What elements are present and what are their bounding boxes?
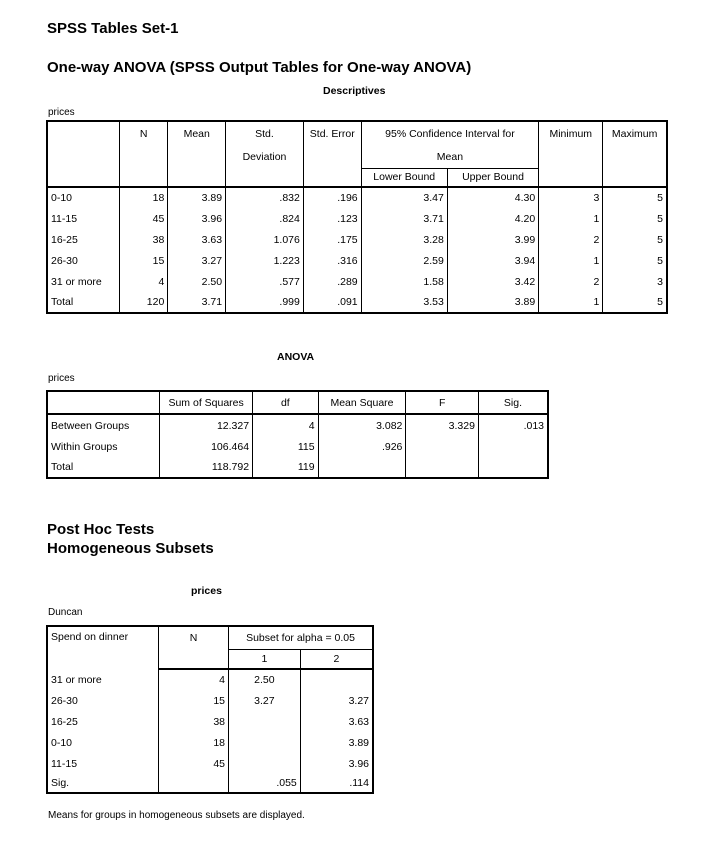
cell-lower: 3.47	[361, 187, 447, 208]
cell-min: 1	[539, 250, 603, 271]
cell-n: 4	[158, 669, 228, 690]
posthoc-heading: Post Hoc Tests	[47, 521, 155, 538]
table-row	[47, 187, 667, 208]
cell-min: 3	[539, 187, 603, 208]
cell-upper: 3.94	[447, 250, 538, 271]
cell-min: 1	[539, 292, 603, 313]
row-label: 16-25	[47, 711, 158, 732]
row-label: 11-15	[47, 753, 158, 774]
cell-subset-2: 3.27	[300, 690, 373, 711]
descriptives-variable-label: prices	[48, 107, 75, 118]
cell-min: 2	[539, 271, 603, 292]
cell-se: .091	[303, 292, 361, 313]
header-maximum: Maximum	[603, 121, 667, 146]
cell-lower: 3.53	[361, 292, 447, 313]
cell-min: 1	[539, 208, 603, 229]
cell-ss: 12.327	[160, 414, 253, 436]
table-row	[47, 229, 667, 250]
row-label: 11-15	[47, 208, 120, 229]
cell-n: 38	[158, 711, 228, 732]
cell-n: 15	[120, 250, 168, 271]
cell-sd: .999	[226, 292, 304, 313]
header-mean: Mean	[168, 121, 226, 146]
descriptives-caption: Descriptives	[323, 85, 386, 97]
header-sig: Sig.	[478, 391, 548, 414]
anova-table	[46, 390, 549, 479]
header-upper-bound: Upper Bound	[447, 168, 538, 187]
cell-sd: .824	[226, 208, 304, 229]
row-label: 26-30	[47, 250, 120, 271]
cell-se: .123	[303, 208, 361, 229]
header-n: N	[120, 121, 168, 146]
table-row	[47, 669, 373, 690]
cell-sd: 1.076	[226, 229, 304, 250]
cell-se: .316	[303, 250, 361, 271]
table-row-total	[47, 292, 667, 313]
page-title: SPSS Tables Set-1	[47, 20, 179, 37]
cell-subset-1: .055	[229, 774, 301, 793]
table-row	[47, 250, 667, 271]
row-label: Total	[47, 292, 120, 313]
row-label: 31 or more	[47, 271, 120, 292]
cell-lower: 3.28	[361, 229, 447, 250]
cell-subset-1: 2.50	[229, 669, 301, 690]
header-ci-2: Mean	[361, 146, 539, 168]
header-ci-1: 95% Confidence Interval for	[361, 121, 539, 146]
cell-lower: 3.71	[361, 208, 447, 229]
cell-max: 3	[603, 271, 667, 292]
table-row	[47, 711, 373, 732]
header-subset: Subset for alpha = 0.05	[229, 626, 373, 649]
cell-subset-1	[229, 753, 301, 774]
table-row	[47, 271, 667, 292]
cell-ss: 118.792	[160, 457, 253, 478]
homogeneous-subsets-heading: Homogeneous Subsets	[47, 540, 214, 557]
cell-max: 5	[603, 250, 667, 271]
cell-subset-2: 3.96	[300, 753, 373, 774]
cell-min: 2	[539, 229, 603, 250]
cell-se: .196	[303, 187, 361, 208]
cell-n: 18	[120, 187, 168, 208]
cell-upper: 3.89	[447, 292, 538, 313]
page-subtitle: One-way ANOVA (SPSS Output Tables for One-way ANOVA)	[47, 59, 472, 76]
anova-caption: ANOVA	[277, 351, 315, 363]
cell-upper: 3.42	[447, 271, 538, 292]
cell-max: 5	[603, 292, 667, 313]
cell-subset-2: .114	[300, 774, 373, 793]
header-subset-1: 1	[229, 649, 301, 669]
cell-max: 5	[603, 187, 667, 208]
cell-ss: 106.464	[160, 436, 253, 457]
cell-n: 15	[158, 690, 228, 711]
header-sum-of-squares: Sum of Squares	[160, 391, 253, 414]
cell-n: 45	[158, 753, 228, 774]
anova-variable-label: prices	[48, 373, 75, 384]
cell-mean: 3.27	[168, 250, 226, 271]
header-std-dev-2: Deviation	[226, 146, 304, 168]
table-row	[47, 414, 548, 436]
header-mean-square: Mean Square	[318, 391, 406, 414]
row-label: 31 or more	[47, 669, 158, 690]
cell-sd: 1.223	[226, 250, 304, 271]
row-label: Total	[47, 457, 160, 478]
cell-f	[406, 457, 479, 478]
cell-ms	[318, 457, 406, 478]
table-row	[47, 690, 373, 711]
table-row	[47, 436, 548, 457]
cell-lower: 1.58	[361, 271, 447, 292]
cell-mean: 3.63	[168, 229, 226, 250]
cell-max: 5	[603, 208, 667, 229]
table-row-sig	[47, 774, 373, 793]
cell-mean: 2.50	[168, 271, 226, 292]
cell-subset-1: 3.27	[229, 690, 301, 711]
cell-n: 45	[120, 208, 168, 229]
cell-f	[406, 436, 479, 457]
row-label: Between Groups	[47, 414, 160, 436]
cell-ms: 3.082	[318, 414, 406, 436]
duncan-table	[46, 625, 374, 794]
cell-sd: .832	[226, 187, 304, 208]
table-row-total	[47, 457, 548, 478]
descriptives-table	[46, 120, 668, 314]
cell-upper: 3.99	[447, 229, 538, 250]
cell-n: 4	[120, 271, 168, 292]
cell-n: 18	[158, 732, 228, 753]
header-f: F	[406, 391, 479, 414]
cell-n: 120	[120, 292, 168, 313]
row-label: Within Groups	[47, 436, 160, 457]
header-minimum: Minimum	[539, 121, 603, 146]
header-n: N	[158, 626, 228, 649]
table-row	[47, 732, 373, 753]
header-std-error: Std. Error	[303, 121, 361, 146]
cell-upper: 4.20	[447, 208, 538, 229]
row-label: 16-25	[47, 229, 120, 250]
posthoc-footnote: Means for groups in homogeneous subsets are displayed.	[48, 810, 305, 821]
cell-n: 38	[120, 229, 168, 250]
cell-mean: 3.89	[168, 187, 226, 208]
cell-sig	[478, 436, 548, 457]
cell-sd: .577	[226, 271, 304, 292]
cell-upper: 4.30	[447, 187, 538, 208]
row-label: 0-10	[47, 732, 158, 753]
cell-se: .289	[303, 271, 361, 292]
cell-sig: .013	[478, 414, 548, 436]
cell-subset-1	[229, 732, 301, 753]
cell-n	[158, 774, 228, 793]
cell-subset-2: 3.63	[300, 711, 373, 732]
cell-subset-1	[229, 711, 301, 732]
row-label: 26-30	[47, 690, 158, 711]
header-subset-2: 2	[300, 649, 373, 669]
table-row	[47, 753, 373, 774]
row-label: 0-10	[47, 187, 120, 208]
cell-subset-2: 3.89	[300, 732, 373, 753]
cell-lower: 2.59	[361, 250, 447, 271]
header-spend-on-dinner: Spend on dinner	[47, 626, 158, 669]
cell-df: 115	[253, 436, 319, 457]
cell-subset-2	[300, 669, 373, 690]
cell-sig	[478, 457, 548, 478]
table-row	[47, 208, 667, 229]
posthoc-caption: prices	[191, 585, 222, 597]
posthoc-method-label: Duncan	[48, 607, 83, 618]
header-lower-bound: Lower Bound	[361, 168, 447, 187]
cell-ms: .926	[318, 436, 406, 457]
cell-max: 5	[603, 229, 667, 250]
row-label: Sig.	[47, 774, 158, 793]
cell-mean: 3.71	[168, 292, 226, 313]
cell-f: 3.329	[406, 414, 479, 436]
cell-se: .175	[303, 229, 361, 250]
cell-mean: 3.96	[168, 208, 226, 229]
header-std-dev-1: Std.	[226, 121, 304, 146]
header-df: df	[253, 391, 319, 414]
cell-df: 119	[253, 457, 319, 478]
cell-df: 4	[253, 414, 319, 436]
